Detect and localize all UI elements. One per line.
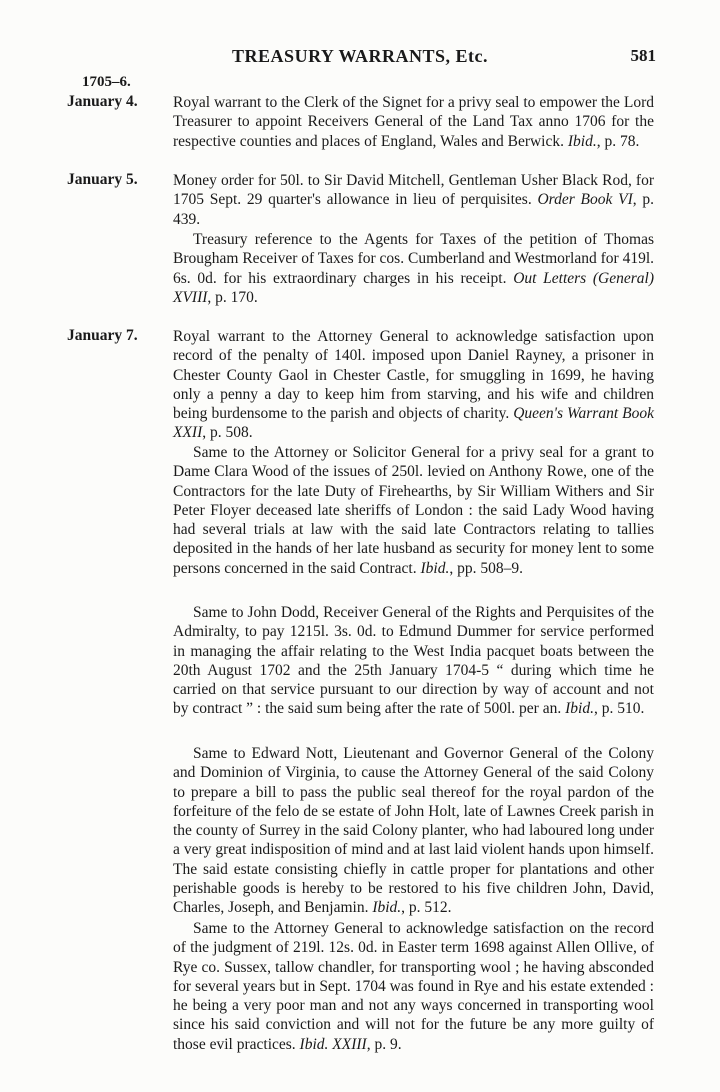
entry-body: Same to John Dodd, Receiver General of the Rights and Perquisites of the Admiralty, to pay 1215l. 3s. 0d. to Edmund Dummer for service performed in managing the affair relating to the West India pacquet boats between the 20th August 1702 and the 25th January 1704-5 “ during which time he carried on that service pursuant to our direction by way of account and not by contract ” : the said sum being after the rate of 500l. per an.: [173, 604, 654, 718]
running-head: [60, 46, 660, 72]
entry-page: , p. 439.: [173, 191, 654, 228]
entry-text: [173, 93, 654, 151]
running-title: TREASURY WARRANTS, Etc.: [232, 46, 488, 66]
entry-date: January 7.: [67, 327, 138, 344]
entry-clara-wood: [60, 443, 654, 578]
entry-page: , p. 508.: [202, 424, 253, 442]
entry-ref: Out Letters (General) XVIII: [173, 269, 655, 306]
entry-text: [173, 230, 654, 307]
entry-page: , p. 9.: [366, 1035, 402, 1053]
entry-page: , pp. 508–9.: [449, 559, 523, 577]
entry-text: [173, 443, 654, 578]
entry-text: [173, 919, 654, 1054]
entry-body: Money order for 50l. to Sir David Mitchell, Gentleman Usher Black Rod, for 1705 Sept. 29 quarter's allowance in lieu of perquisites.: [173, 172, 654, 209]
entry-ref: Order Book VI: [537, 191, 633, 209]
entry-jan5: [60, 171, 654, 229]
page-number: 581: [630, 46, 656, 65]
entry-body: Treasury reference to the Agents for Taxes of the petition of Thomas Brougham Receiver of Taxes for cos. Cumberland and Westmorland for 419l. 6s. 0d. for his extraordinary charges in his receipt.: [173, 231, 654, 287]
entry-body: Royal warrant to the Clerk of the Signet for a privy seal to empower the Lord Treasurer to appoint Receivers General of the Land Tax anno 1706 for the respective counties and places of England, Wales and Berwick.: [173, 94, 654, 150]
entry-jan4: [60, 93, 654, 151]
entry-ref: Queen's Warrant Book XXII: [173, 405, 655, 442]
entry-text: [173, 327, 654, 443]
entry-body: Same to the Attorney or Solicitor General for a privy seal for a grant to Dame Clara Wood of the issues of 250l. levied on Anthony Rowe, one of the Contractors for the late Duty of Firehearths, by Sir William Withers and Sir Peter Floyer deceased late sheriffs of London : the said Lady Wood having had several trials at law with the said late Contractors relating to tallies deposited in the hands of her late husband as security for money lent to some persons concerned in the said Contract.: [173, 444, 654, 577]
entry-text: [173, 603, 654, 719]
entry-text: [173, 744, 654, 918]
entry-page: , p. 78.: [596, 132, 640, 150]
entry-ref: Ibid. XXIII: [299, 1035, 367, 1053]
entry-john-dodd: [60, 603, 654, 719]
entry-jan7: [60, 327, 654, 443]
entry-treasury-reference: [60, 230, 654, 307]
entry-body: Royal warrant to the Attorney General to acknowledge satisfaction upon record of the penalty of 140l. imposed upon Daniel Rayney, a prisoner in Chester County Gaol in Chester Castle, for smuggling in 1699, he having only a penny a day to keep him from starving, and his wife and children being burdensome to the parish and objects of charity.: [173, 328, 654, 423]
entry-ref: Ibid.: [420, 559, 450, 577]
entry-ref: Ibid.: [372, 899, 402, 917]
entry-date: January 5.: [67, 171, 138, 188]
entry-text: [173, 171, 654, 229]
entry-page: , p. 510.: [593, 700, 645, 718]
entry-date: January 4.: [67, 93, 138, 110]
entry-edward-nott: [60, 744, 654, 918]
entry-body: Same to Edward Nott, Lieutenant and Governor General of the Colony and Dominion of Virginia, to cause the Attorney General of the said Colony to prepare a bill to pass the public seal thereof for the royal pardon of the forfeiture of the felo de se estate of John Holt, late of Lawnes Creek parish in the county of Surrey in the said Colony planter, who had laboured long under a very great indisposition of mind and at last laid violent hands upon himself. The said estate consisting chiefly in cattle proper for plantations and other perishable goods is hereby to be restored to his five children John, David, Charles, Joseph, and Benjamin.: [173, 745, 654, 917]
entry-page: , p. 512.: [401, 899, 452, 917]
entry-ref: Ibid.: [567, 132, 597, 150]
entry-body: Same to the Attorney General to acknowledge satisfaction on the record of the judgment of 219l. 12s. 0d. in Easter term 1698 against Allen Ollive, of Rye co. Sussex, tallow chandler, for transporting wool ; he having absconded for several years but in Sept. 1704 was found in Rye and his estate extended : he being a very poor man and not any ways concerned in transporting wool since his said conviction and will not for the future be any more guilty of those evil practices.: [173, 920, 654, 1053]
entry-page: , p. 170.: [207, 288, 258, 306]
entry-ref: Ibid.: [565, 700, 594, 718]
year-label: 1705–6.: [82, 74, 131, 90]
entry-allen-ollive: [60, 919, 654, 1054]
